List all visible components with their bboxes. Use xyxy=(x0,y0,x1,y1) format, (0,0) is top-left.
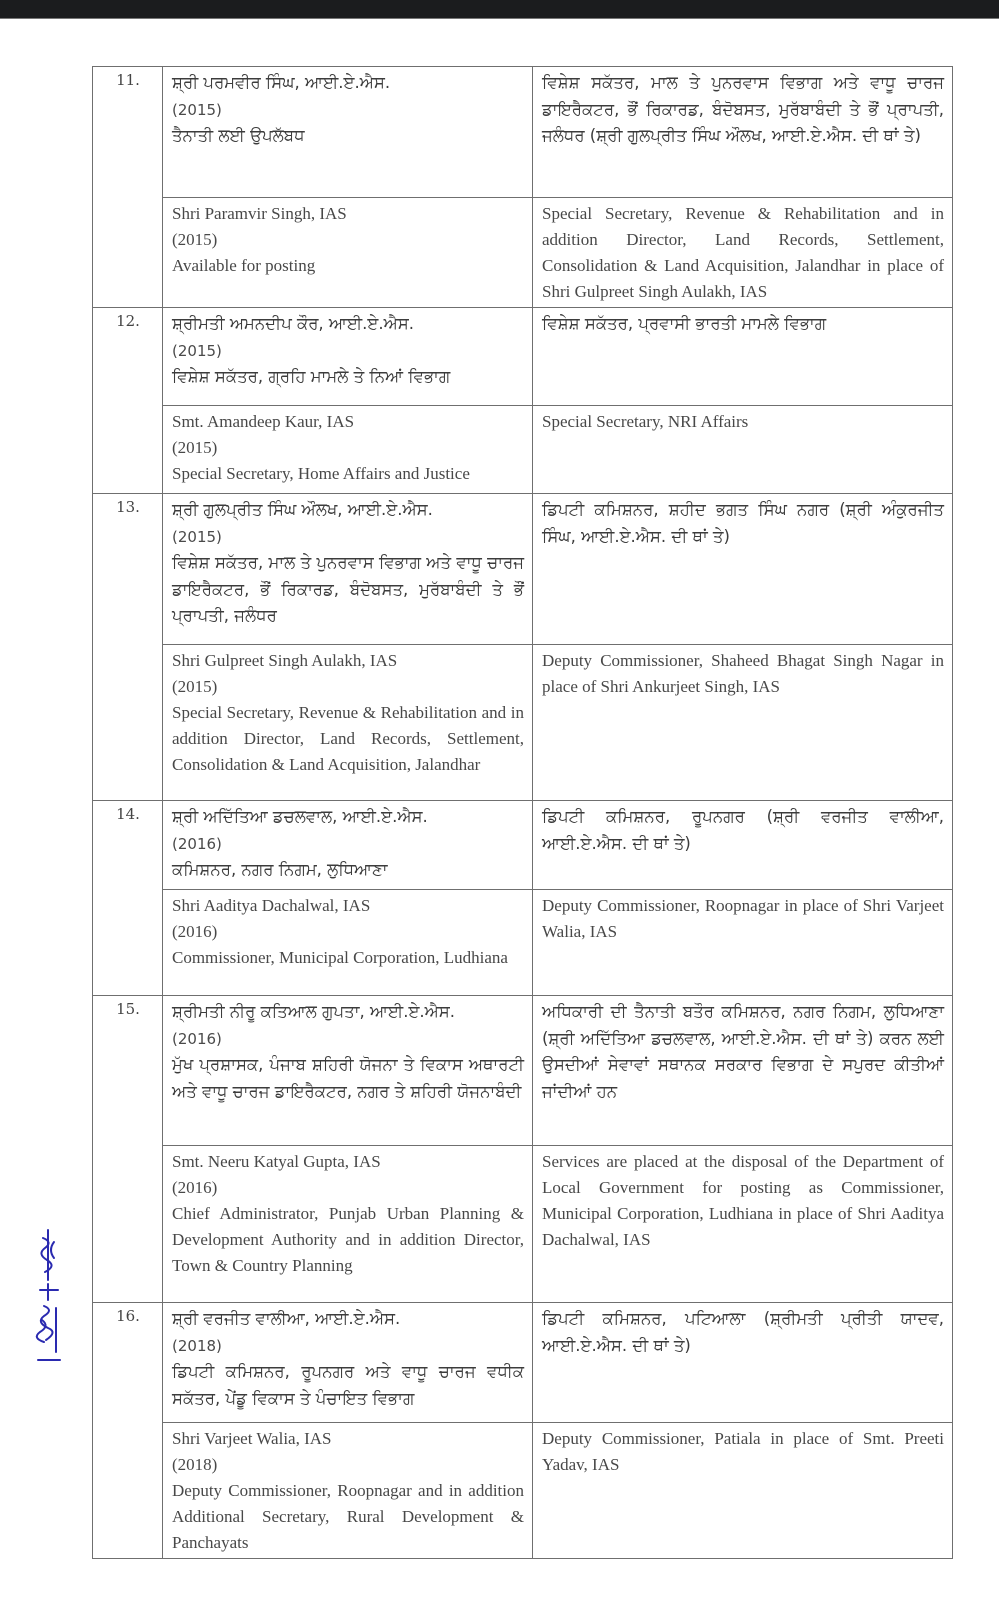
officer-name-english: Shri Paramvir Singh, IAS xyxy=(172,204,347,223)
batch-year-english: (2015) xyxy=(172,677,218,696)
officer-cell-punjabi xyxy=(163,308,533,406)
current-posting-english: Special Secretary, Revenue & Rehabilitation and in addition Director, Land Records, Settlement, Consolidation & Land Acquisition, Jalandhar xyxy=(172,703,524,774)
officer-cell-punjabi xyxy=(163,494,533,645)
new-posting-punjabi: ਡਿਪਟੀ ਕਮਿਸ਼ਨਰ, ਪਟਿਆਲਾ (ਸ਼੍ਰੀਮਤੀ ਪ੍ਰੀਤੀ ਯਾਦਵ, ਆਈ.ਏ.ਐਸ. ਦੀ ਥਾਂ ਤੇ) xyxy=(533,1303,953,1423)
officer-name-punjabi: ਸ਼੍ਰੀਮਤੀ ਅਮਨਦੀਪ ਕੌਰ, ਆਈ.ਏ.ਐਸ. xyxy=(172,314,415,333)
officer-cell-english xyxy=(163,1423,533,1559)
new-posting-english: Deputy Commissioner, Patiala in place of Smt. Preeti Yadav, IAS xyxy=(533,1423,953,1559)
batch-year-english: (2016) xyxy=(172,922,218,941)
serial-number: 14. xyxy=(93,801,163,996)
officer-cell-english xyxy=(163,406,533,494)
officer-name-punjabi: ਸ਼੍ਰੀ ਗੁਲਪ੍ਰੀਤ ਸਿੰਘ ਔਲਖ, ਆਈ.ਏ.ਐਸ. xyxy=(172,500,433,519)
current-posting-english: Available for posting xyxy=(172,256,316,275)
officer-name-punjabi: ਸ਼੍ਰੀਮਤੀ ਨੀਰੂ ਕਤਿਆਲ ਗੁਪਤਾ, ਆਈ.ਏ.ਐਸ. xyxy=(172,1002,456,1021)
officer-name-english: Shri Aaditya Dachalwal, IAS xyxy=(172,896,371,915)
new-posting-english: Special Secretary, NRI Affairs xyxy=(533,406,953,494)
batch-year-english: (2015) xyxy=(172,230,218,249)
batch-year-english: (2016) xyxy=(172,1178,218,1197)
new-posting-english: Deputy Commissioner, Roopnagar in place of Shri Varjeet Walia, IAS xyxy=(533,890,953,996)
batch-year-punjabi: (2015) xyxy=(172,100,222,119)
batch-year-punjabi: (2016) xyxy=(172,834,222,853)
current-posting-english: Commissioner, Municipal Corporation, Ludhiana xyxy=(172,948,508,967)
row-english xyxy=(93,890,953,996)
serial-number: 15. xyxy=(93,996,163,1303)
officer-name-english: Smt. Neeru Katyal Gupta, IAS xyxy=(172,1152,381,1171)
row-punjabi xyxy=(93,1303,953,1423)
serial-number: 13. xyxy=(93,494,163,801)
new-posting-english: Services are placed at the disposal of the Department of Local Government for posting as Commissioner, Municipal Corporation, Ludhiana in place of Shri Aaditya Dachalwal, IAS xyxy=(533,1146,953,1303)
new-posting-english: Deputy Commissioner, Shaheed Bhagat Singh Nagar in place of Shri Ankurjeet Singh, IAS xyxy=(533,645,953,801)
serial-number: 16. xyxy=(93,1303,163,1559)
new-posting-punjabi: ਡਿਪਟੀ ਕਮਿਸ਼ਨਰ, ਰੂਪਨਗਰ (ਸ਼੍ਰੀ ਵਰਜੀਤ ਵਾਲੀਆ, ਆਈ.ਏ.ਐਸ. ਦੀ ਥਾਂ ਤੇ) xyxy=(533,801,953,890)
serial-number: 12. xyxy=(93,308,163,494)
current-posting-punjabi: ਵਿਸ਼ੇਸ਼ ਸਕੱਤਰ, ਮਾਲ ਤੇ ਪੁਨਰਵਾਸ ਵਿਭਾਗ ਅਤੇ ਵਾਧੂ ਚਾਰਜ ਡਾਇਰੈਕਟਰ, ਭੌਂ ਰਿਕਾਰਡ, ਬੰਦੋਬਸਤ, ਮੁਰੱਬਾਬੰਦੀ ਤੇ ਭੌਂ ਪ੍ਰਾਪਤੀ, ਜਲੰਧਰ xyxy=(172,553,524,625)
officer-cell-english xyxy=(163,198,533,308)
row-punjabi xyxy=(93,494,953,645)
officer-cell-punjabi xyxy=(163,801,533,890)
batch-year-punjabi: (2015) xyxy=(172,341,222,360)
officer-cell-english xyxy=(163,645,533,801)
row-punjabi xyxy=(93,801,953,890)
row-english xyxy=(93,1146,953,1303)
current-posting-punjabi: ਤੈਨਾਤੀ ਲਈ ਉਪਲੱਬਧ xyxy=(172,126,305,145)
officer-cell-punjabi xyxy=(163,1303,533,1423)
row-english xyxy=(93,1423,953,1559)
row-english xyxy=(93,406,953,494)
officer-cell-punjabi xyxy=(163,996,533,1146)
officer-cell-punjabi xyxy=(163,67,533,198)
officer-name-english: Smt. Amandeep Kaur, IAS xyxy=(172,412,355,431)
current-posting-punjabi: ਵਿਸ਼ੇਸ਼ ਸਕੱਤਰ, ਗ੍ਰਹਿ ਮਾਮਲੇ ਤੇ ਨਿਆਂ ਵਿਭਾਗ xyxy=(172,367,451,386)
current-posting-english: Deputy Commissioner, Roopnagar and in addition Additional Secretary, Rural Development & Panchayats xyxy=(172,1481,524,1552)
new-posting-english: Special Secretary, Revenue & Rehabilitation and in addition Director, Land Records, Settlement, Consolidation & Land Acquisition, Jalandhar in place of Shri Gulpreet Singh Aulakh, IAS xyxy=(533,198,953,308)
handwritten-signature xyxy=(18,1220,68,1370)
row-punjabi xyxy=(93,308,953,406)
officer-cell-english xyxy=(163,1146,533,1303)
new-posting-punjabi: ਵਿਸ਼ੇਸ਼ ਸਕੱਤਰ, ਪ੍ਰਵਾਸੀ ਭਾਰਤੀ ਮਾਮਲੇ ਵਿਭਾਗ xyxy=(533,308,953,406)
serial-number: 11. xyxy=(93,67,163,308)
current-posting-english: Chief Administrator, Punjab Urban Planning & Development Authority and in addition Director, Town & Country Planning xyxy=(172,1204,524,1275)
row-english xyxy=(93,198,953,308)
new-posting-punjabi: ਡਿਪਟੀ ਕਮਿਸ਼ਨਰ, ਸ਼ਹੀਦ ਭਗਤ ਸਿੰਘ ਨਗਰ (ਸ਼੍ਰੀ ਅੰਕੁਰਜੀਤ ਸਿੰਘ, ਆਈ.ਏ.ਐਸ. ਦੀ ਥਾਂ ਤੇ) xyxy=(533,494,953,645)
officer-name-english: Shri Gulpreet Singh Aulakh, IAS xyxy=(172,651,398,670)
officer-name-punjabi: ਸ਼੍ਰੀ ਵਰਜੀਤ ਵਾਲੀਆ, ਆਈ.ਏ.ਐਸ. xyxy=(172,1309,401,1328)
batch-year-english: (2015) xyxy=(172,438,218,457)
current-posting-english: Special Secretary, Home Affairs and Justice xyxy=(172,464,470,483)
row-punjabi xyxy=(93,67,953,198)
row-english xyxy=(93,645,953,801)
officer-cell-english xyxy=(163,890,533,996)
batch-year-english: (2018) xyxy=(172,1455,218,1474)
batch-year-punjabi: (2018) xyxy=(172,1336,222,1355)
current-posting-punjabi: ਮੁੱਖ ਪ੍ਰਸ਼ਾਸਕ, ਪੰਜਾਬ ਸ਼ਹਿਰੀ ਯੋਜਨਾ ਤੇ ਵਿਕਾਸ ਅਥਾਰਟੀ ਅਤੇ ਵਾਧੂ ਚਾਰਜ ਡਾਇਰੈਕਟਰ, ਨਗਰ ਤੇ ਸ਼ਹਿਰੀ ਯੋਜਨਾਬੰਦੀ xyxy=(172,1055,524,1101)
current-posting-punjabi: ਡਿਪਟੀ ਕਮਿਸ਼ਨਰ, ਰੂਪਨਗਰ ਅਤੇ ਵਾਧੂ ਚਾਰਜ ਵਧੀਕ ਸਕੱਤਰ, ਪੇਂਡੂ ਵਿਕਾਸ ਤੇ ਪੰਚਾਇਤ ਵਿਭਾਗ xyxy=(172,1362,524,1408)
current-posting-punjabi: ਕਮਿਸ਼ਨਰ, ਨਗਰ ਨਿਗਮ, ਲੁਧਿਆਣਾ xyxy=(172,860,388,879)
new-posting-punjabi: ਵਿਸ਼ੇਸ਼ ਸਕੱਤਰ, ਮਾਲ ਤੇ ਪੁਨਰਵਾਸ ਵਿਭਾਗ ਅਤੇ ਵਾਧੂ ਚਾਰਜ ਡਾਇਰੈਕਟਰ, ਭੌਂ ਰਿਕਾਰਡ, ਬੰਦੋਬਸਤ, ਮੁਰੱਬਾਬੰਦੀ ਤੇ ਭੌਂ ਪ੍ਰਾਪਤੀ, ਜਲੰਧਰ (ਸ਼੍ਰੀ ਗੁਲਪ੍ਰੀਤ ਸਿੰਘ ਔਲਖ, ਆਈ.ਏ.ਐਸ. ਦੀ ਥਾਂ ਤੇ) xyxy=(533,67,953,198)
officer-name-punjabi: ਸ਼੍ਰੀ ਪਰਮਵੀਰ ਸਿੰਘ, ਆਈ.ਏ.ਐਸ. xyxy=(172,73,391,92)
batch-year-punjabi: (2015) xyxy=(172,527,222,546)
transfer-table xyxy=(92,66,953,1559)
officer-name-english: Shri Varjeet Walia, IAS xyxy=(172,1429,332,1448)
row-punjabi xyxy=(93,996,953,1146)
batch-year-punjabi: (2016) xyxy=(172,1029,222,1048)
officer-name-punjabi: ਸ਼੍ਰੀ ਅਦਿੱਤਿਆ ਡਚਲਵਾਲ, ਆਈ.ਏ.ਐਸ. xyxy=(172,807,428,826)
new-posting-punjabi: ਅਧਿਕਾਰੀ ਦੀ ਤੈਨਾਤੀ ਬਤੌਰ ਕਮਿਸ਼ਨਰ, ਨਗਰ ਨਿਗਮ, ਲੁਧਿਆਣਾ (ਸ਼੍ਰੀ ਅਦਿੱਤਿਆ ਡਚਲਵਾਲ, ਆਈ.ਏ.ਐਸ. ਦੀ ਥਾਂ ਤੇ) ਕਰਨ ਲਈ ਉਸਦੀਆਂ ਸੇਵਾਵਾਂ ਸਥਾਨਕ ਸਰਕਾਰ ਵਿਭਾਗ ਦੇ ਸਪੁਰਦ ਕੀਤੀਆਂ ਜਾਂਦੀਆਂ ਹਨ xyxy=(533,996,953,1146)
top-bar xyxy=(0,0,999,19)
